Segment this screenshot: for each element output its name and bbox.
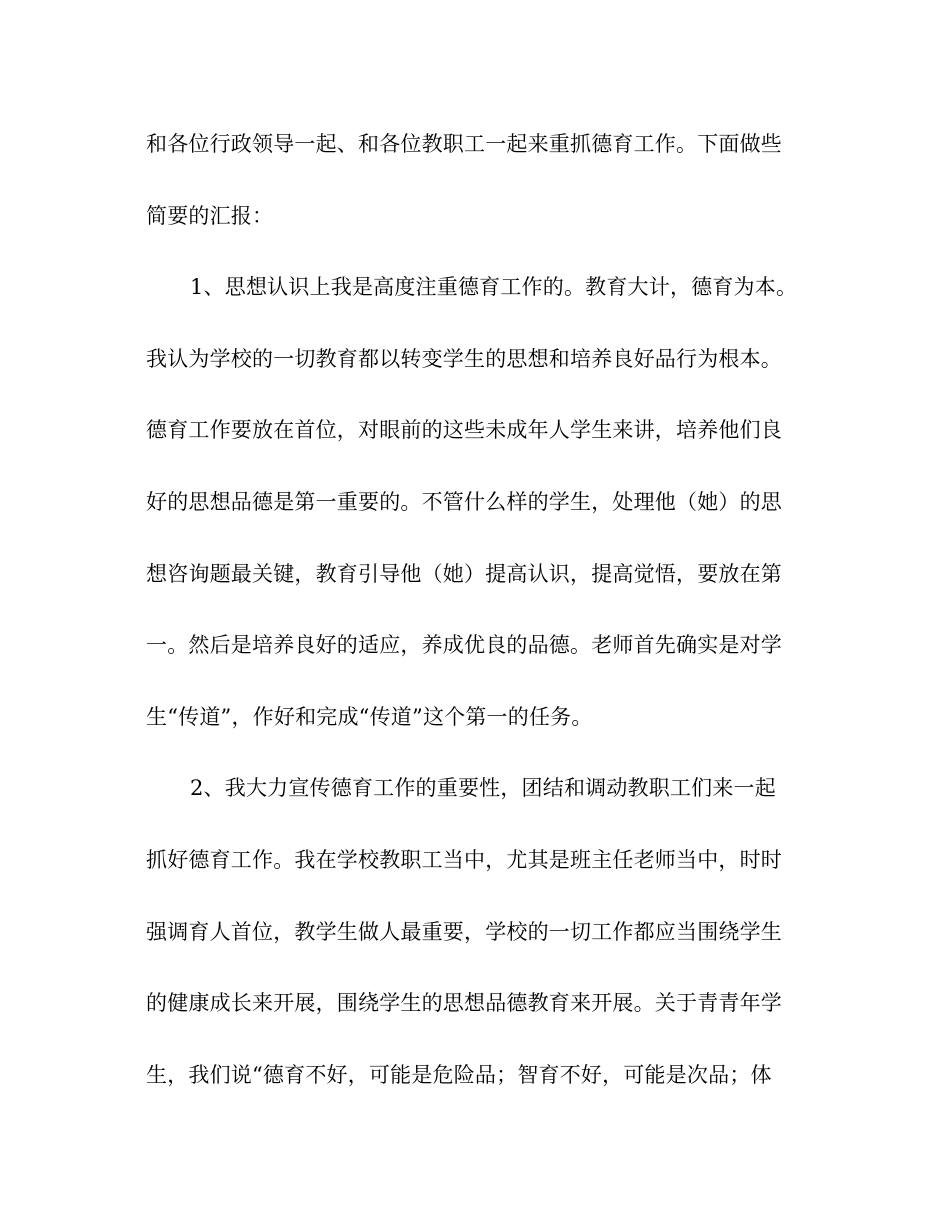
text-line: 想咨询题最关键，教育引导他（她）提高认识，提高觉悟，要放在第 <box>146 561 782 586</box>
text-line: 抓好德育工作。我在学校教职工当中，尤其是班主任老师当中，时时 <box>146 847 782 872</box>
text-line: 生，我们说“德育不好，可能是危险品；智育不好，可能是次品；体 <box>146 1062 772 1087</box>
text-line: 我认为学校的一切教育都以转变学生的思想和培养良好品行为根本。 <box>146 346 782 371</box>
text-line: 的健康成长来开展，围绕学生的思想品德教育来开展。关于青青年学 <box>146 991 782 1016</box>
text-line: 一。然后是培养良好的适应，养成优良的品德。老师首先确实是对学 <box>146 633 782 658</box>
body-text <box>146 124 806 1126</box>
paragraph-1-start: 1、思想认识上我是高度注重德育工作的。教育大计，德育为本。 <box>190 275 798 300</box>
text-line: 好的思想品德是第一重要的。不管什么样的学生，处理他（她）的思 <box>146 489 782 514</box>
text-line: 强调育人首位，教学生做人最重要，学校的一切工作都应当围绕学生 <box>146 919 782 944</box>
text-line: 和各位行政领导一起、和各位教职工一起来重抓德育工作。下面做些 <box>146 132 782 156</box>
paragraph-2-start: 2、我大力宣传德育工作的重要性，团结和调动教职工们来一起 <box>190 776 776 801</box>
text-line: 简要的汇报： <box>146 203 274 228</box>
text-line: 生“传道”，作好和完成“传道”这个第一的任务。 <box>146 704 593 729</box>
text-line: 德育工作要放在首位，对眼前的这些未成年人学生来讲，培养他们良 <box>146 418 782 443</box>
